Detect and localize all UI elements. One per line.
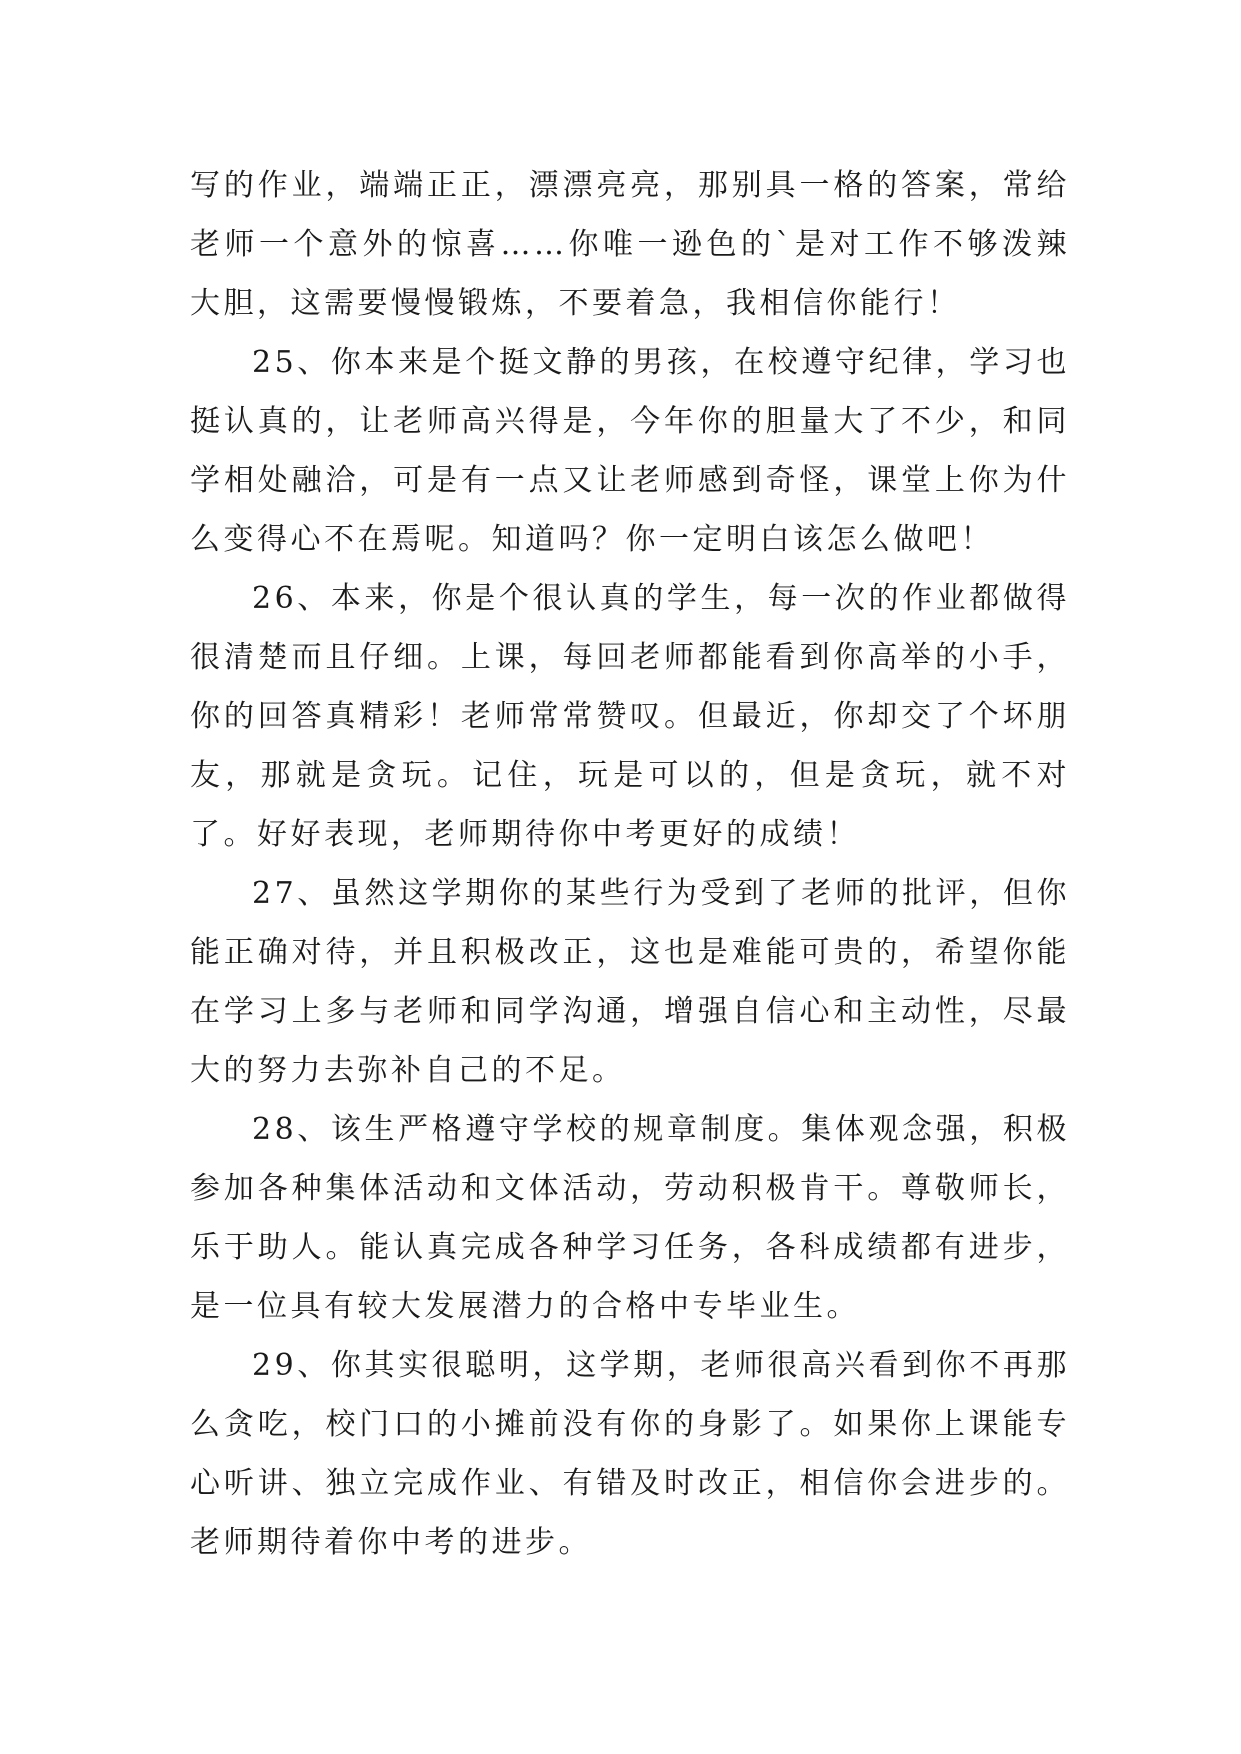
paragraph-25: 25、你本来是个挺文静的男孩，在校遵守纪律，学习也挺认真的，让老师高兴得是，今年你的胆量大了不少，和同学相处融洽，可是有一点又让老师感到奇怪，课堂上你为什么变得心不在焉呢。知道吗？你一定明白该怎么做吧！	[190, 345, 1070, 557]
paragraph-26: 26、本来，你是个很认真的学生，每一次的作业都做得很清楚而且仔细。上课，每回老师都能看到你高举的小手，你的回答真精彩！老师常常赞叹。但最近，你却交了个坏朋友，那就是贪玩。记住，玩是可以的，但是贪玩，就不对了。好好表现，老师期待你中考更好的成绩！	[190, 581, 1070, 852]
paragraph-continuation: 写的作业，端端正正，漂漂亮亮，那别具一格的答案，常给老师一个意外的惊喜……你唯一逊色的`是对工作不够泼辣大胆，这需要慢慢锻炼，不要着急，我相信你能行！	[190, 168, 1070, 321]
paragraph-29: 29、你其实很聪明，这学期，老师很高兴看到你不再那么贪吃，校门口的小摊前没有你的身影了。如果你上课能专心听讲、独立完成作业、有错及时改正，相信你会进步的。老师期待着你中考的进步。	[190, 1348, 1070, 1560]
paragraph-28: 28、该生严格遵守学校的规章制度。集体观念强，积极参加各种集体活动和文体活动，劳动积极肯干。尊敬师长，乐于助人。能认真完成各种学习任务，各科成绩都有进步，是一位具有较大发展潜力的合格中专毕业生。	[190, 1112, 1070, 1324]
document-body	[190, 156, 1070, 1572]
paragraph-27: 27、虽然这学期你的某些行为受到了老师的批评，但你能正确对待，并且积极改正，这也是难能可贵的，希望你能在学习上多与老师和同学沟通，增强自信心和主动性，尽最大的努力去弥补自己的不足。	[190, 876, 1070, 1088]
